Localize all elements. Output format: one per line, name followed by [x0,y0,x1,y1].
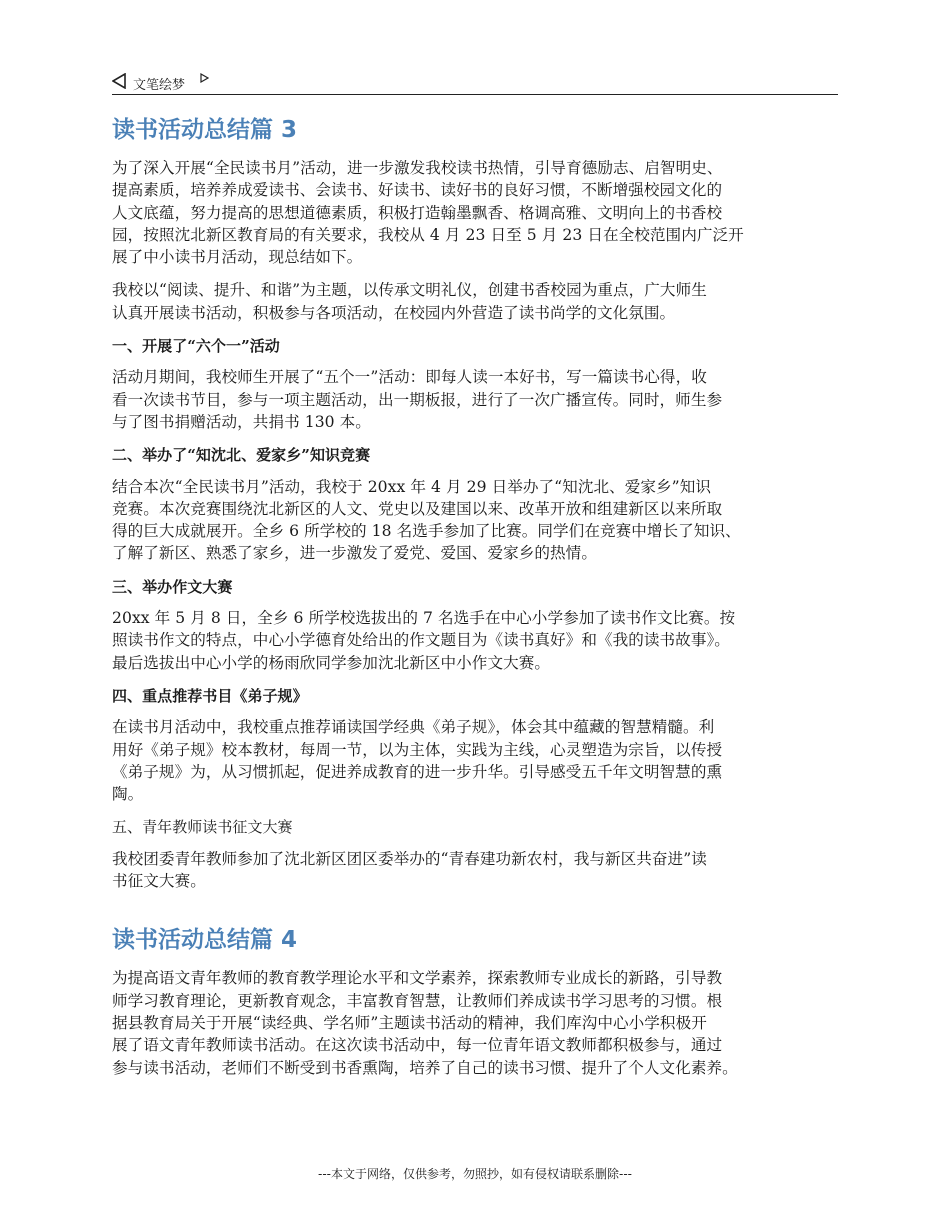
paragraph-1: 活动月期间，我校师生开展了“五个一”活动：即每人读一本好书，写一篇读书心得，收 看一次读书节目，参与一项主题活动，出一期板报，进行了一次广播宣传。同时，师生参 与了图书捐赠活动，共捐书 130 本。 [112,368,723,431]
intro-paragraph: 为了深入开展“全民读书月”活动，进一步激发我校读书热情，引导育德励志、启智明史、 提高素质，培养养成爱读书、会读书、好读书、读好书的良好习惯，不断增强校园文化的 人文底蕴，努力提高的思想道德素质，积极打造翰墨飘香、格调高雅、文明向上的书香校 园，按照沈北新区教育局的有关要求，我校从 4 月 23 日至 5 月 23 日在全校范围内广泛开 展了中小读书月活动，现总结如下。 [112,159,744,267]
subheading-4: 四、重点推荐书目《弟子规》 [112,686,308,705]
section-title-4: 读书活动总结篇 4 [112,927,298,954]
page-footer: ---本文于网络，仅供参考，勿照抄，如有侵权请联系删除--- [318,1167,632,1181]
paragraph-2: 结合本次“全民读书月”活动，我校于 20xx 年 4 月 29 日举办了“知沈北、爱家乡”知识 竞赛。本次竞赛围绕沈北新区的人文、党史以及建国以来、改革开放和组建新区以来所取 得的巨大成就展开。全乡 6 所学校的 18 名选手参加了比赛。同学们在竞赛中增长了知识、 了解了新区、熟悉了家乡，进一步激发了爱党、爱国、爱家乡的热情。 [112,477,741,563]
subheading-1: 一、开展了“六个一”活动 [112,337,280,356]
paragraph-4: 在读书月活动中，我校重点推荐诵读国学经典《弟子规》，体会其中蕴藏的智慧精髓。利 用好《弟子规》校本教材，每周一节，以为主体，实践为主线，心灵塑造为宗旨，以传授 《弟子规》为，从习惯抓起，促进养成教育的进一步升华。引导感受五千年文明智慧的熏 陶。 [112,718,723,804]
brand-name: 文笔绘梦 [133,78,186,93]
triangle-left-icon [112,73,126,89]
section-title-3: 读书活动总结篇 3 [112,117,298,143]
page-header [112,70,838,95]
paragraph-3: 20xx 年 5 月 8 日，全乡 6 所学校选拔出的 7 名选手在中心小学参加了读书作文比赛。按 照读书作文的特点，中心小学德育处给出的作文题目为《读书真好》和《我的读书故事》。 最后选拔出中心小学的杨雨欣同学参加沈北新区中小作文大赛。 [112,609,736,672]
subheading-5: 五、青年教师读书征文大赛 [112,818,293,837]
triangle-right-icon [200,73,209,83]
subheading-2: 二、举办了“知沈北、爱家乡”知识竞赛 [112,446,371,465]
document-body [112,110,840,1090]
section4-intro-paragraph: 为提高语文青年教师的教育教学理论水平和文学素养，探索教师专业成长的新路，引导教 师学习教育理论，更新教育观念，丰富教育智慧，让教师们养成读书学习思考的习惯。根 据县教育局关于开展“读经典、学名师”主题读书活动的精神，我们库沟中心小学积极开 展了语文青年教师读书活动。在这次读书活动中，每一位青年语文教师都积极参与，通过 参与读书活动，老师们不断受到书香熏陶，培养了自己的读书习惯、提升了个人文化素养。 [112,969,738,1077]
theme-paragraph: 我校以“阅读、提升、和谐”为主题，以传承文明礼仪，创建书香校园为重点，广大师生 认真开展读书活动，积极参与各项活动，在校园内外营造了读书尚学的文化氛围。 [112,281,707,322]
subheading-3: 三、举办作文大赛 [112,577,233,596]
paragraph-5: 我校团委青年教师参加了沈北新区团区委举办的“青春建功新农村，我与新区共奋进”读 书征文大赛。 [112,849,707,891]
